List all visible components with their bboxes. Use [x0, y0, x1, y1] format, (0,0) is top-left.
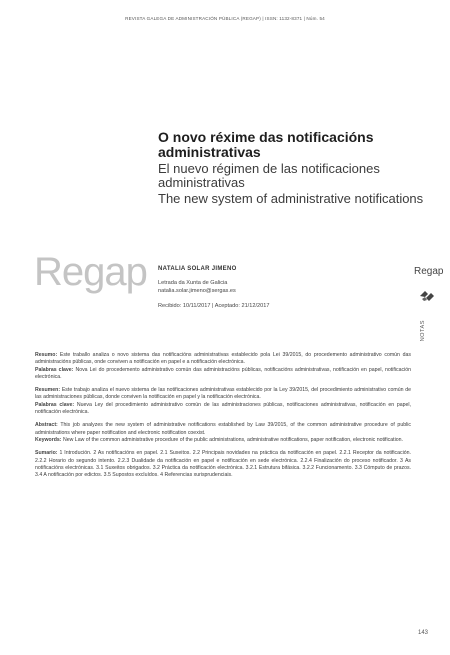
- author-affiliation: [158, 279, 358, 295]
- author-position: Letrada da Xunta de Galicia: [158, 280, 228, 286]
- abstract-label: Resumo:: [35, 352, 58, 358]
- section-label: NOTAS: [420, 320, 426, 342]
- author-name: NATALIA SOLAR JIMENO: [158, 266, 237, 272]
- keywords-spanish: [35, 402, 411, 417]
- keywords-text: Nueva Ley del procedimiento administrativo común de las administraciones públicas, notificaciones administrativas, notificación en papel, notificación electrónica.: [35, 401, 411, 416]
- abstract-text: Este traballo analiza o novo sistema das notificacións administrativas establecido pola Lei 39/2015, do procedemento administrativo común das administracións públicas, onde conviven a notificación en papel e a notificación electrónica.: [35, 352, 411, 366]
- abstract-english: [35, 422, 411, 437]
- title-block: [158, 130, 428, 206]
- keywords-galician: [35, 367, 411, 382]
- summary-label: Sumario:: [35, 450, 58, 457]
- emblem-icon: [419, 290, 435, 302]
- abstract-label: Resumen:: [35, 387, 61, 394]
- keywords-english: [35, 437, 411, 444]
- author-email: natalia.solar.jimeno@sergas.es: [158, 288, 236, 294]
- journal-header: REVISTA GALEGA DE ADMINISTRACIÓN PÚBLICA (REGAP) | ISSN: 1132-8371 | Núm. 54: [125, 16, 325, 21]
- author-block: [158, 266, 358, 309]
- abstract-galician: [35, 352, 411, 367]
- keywords-label: Keywords:: [35, 436, 62, 443]
- abstract-text: Este trabajo analiza el nuevo sistema de las notificaciones administrativas establecido por la Ley 39/2015, del procedimiento administrativo común de las administraciones públicas, donde conviven la notificación en papel y la notificación electrónica.: [35, 387, 411, 401]
- title-galician: O novo réxime das notificacións administrativas: [158, 129, 374, 160]
- abstract-label: Abstract:: [35, 422, 58, 429]
- summary: [35, 450, 411, 479]
- title-spanish: El nuevo régimen de las notificaciones administrativas: [158, 161, 380, 190]
- side-regap-logo: Regap: [414, 266, 444, 277]
- keywords-label: Palabras clave:: [35, 366, 74, 373]
- abstract-spanish: [35, 387, 411, 402]
- received-accepted-dates: Recibido: 10/11/2017 | Aceptado: 21/12/2017: [158, 303, 270, 309]
- abstract-text: This job analyzes the new system of administrative notifications established by Law 39/2015, of the common administrative procedure of public administrations where paper notification and electronic notification coexist.: [35, 422, 411, 436]
- abstracts-block: [35, 352, 411, 479]
- regap-logo: Regap: [34, 250, 147, 294]
- keywords-label: Palabras clave:: [35, 401, 75, 408]
- keywords-text: New Law of the common administrative procedure of the public administrations, administrative notifications, paper notification, electronic notification.: [62, 436, 403, 443]
- title-english: The new system of administrative notifications: [158, 191, 424, 206]
- summary-text: 1 Introdución. 2 As notificacións en papel. 2.1 Suxeitos. 2.2 Principais novidades na práctica da notificación en papel. 2.2.1 Receptor da notificación. 2.2.2 Horario do segundo intento. 2.2.3 Dualidade da notificación en papel e notificación en sede electrónica. 2.2.4 Finalización do proceso notificador. 3 As notificacións electrónicas. 3.1 Suxeitos obrigados. 3.2 Práctica da notificación electrónica. 3.2.1 Estrutura bifásica. 3.2.2 Funcionamento. 3.3 Cómputo de prazos. 3.4 A notificación por edictos. 3.5 Supostos excluídos. 4 Referencias xurisprudenciais.: [35, 450, 411, 479]
- keywords-text: Nova Lei do procedemento administrativo común das administracións públicas, notificacións administrativas, notificación en papel, notificación electrónica.: [35, 366, 411, 380]
- page-number: 143: [418, 630, 429, 636]
